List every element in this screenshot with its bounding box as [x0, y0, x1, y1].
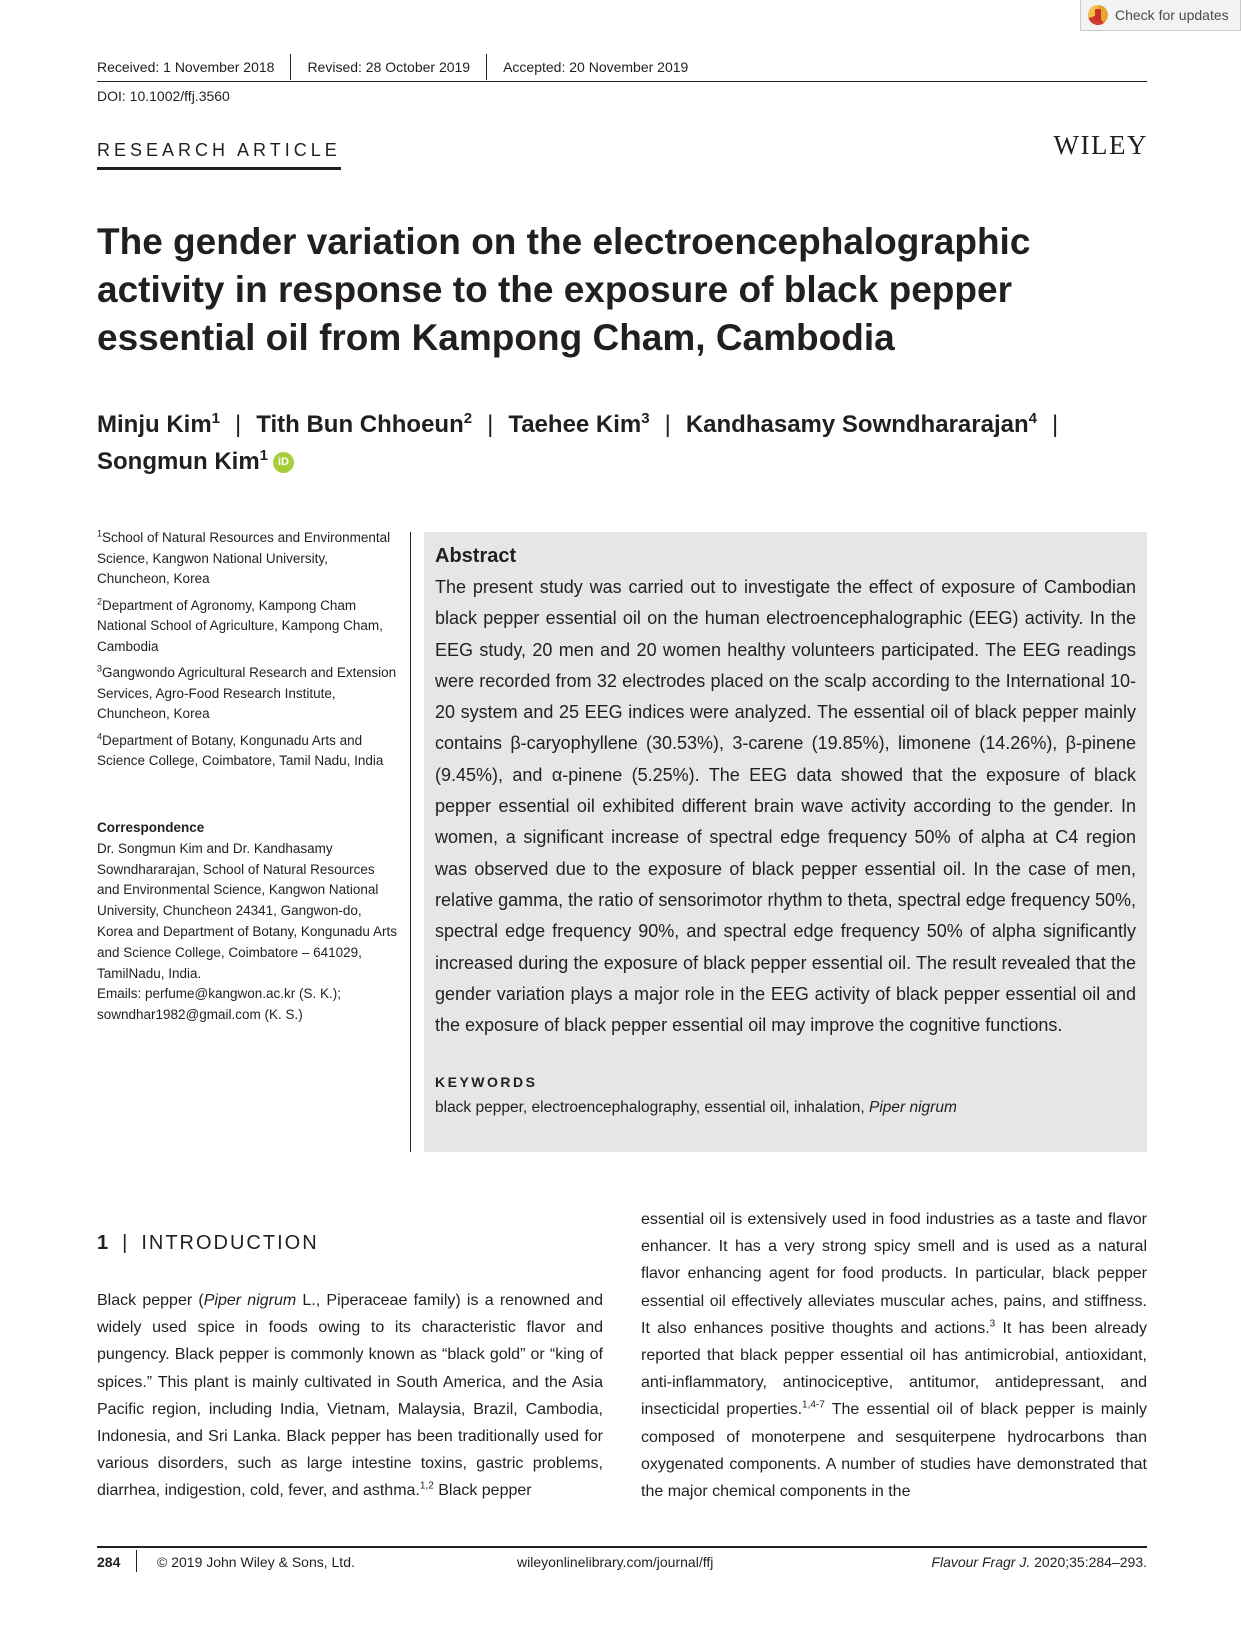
author-separator: |	[487, 411, 494, 438]
affiliation: $^4$Department of Botany, Kongunadu Arts and Science College, Coimbatore, Tamil Nadu, India	[97, 731, 384, 768]
affiliation: $^3$Gangwondo Agricultural Research and Extension Services, Agro-Food Research Institute, Chuncheon, Korea	[97, 663, 397, 721]
correspondence-body: Dr. Songmun Kim and Dr. Kandhasamy Sowndhararajan, School of Natural Resources and Environmental Science, Kangwon National University, Chuncheon 24341, Gangwon-do, Korea and Department of Botany, Kongunadu Arts and Science College, Coimbatore – 641029, TamilNadu, India.	[97, 840, 397, 981]
intro-text-right-column: essential oil is extensively used in food industries as a taste and flavor enhancer. It has a very strong spicy smell and is used as a natural flavor enhancing agent for food products. In particular, black pepper essential oil effectively alleviates muscular aches, pains, and stiffness. It also enhances positive thoughts and actions.$^3$ It has been already reported that black pepper essential oil has antimicrobial, antioxidant, anti-inflammatory, antinociceptive, antitumor, antidepressant, and insecticidal properties.$^{1,4-7}$ The essential oil of black pepper is mainly composed of monoterpene and sesquiterpene hydrocarbons than oxygenated components. A number of studies have demonstrated that the major chemical components in the	[641, 1211, 1147, 1501]
correspondence-heading: Correspondence	[97, 820, 205, 835]
footer-rule	[97, 1546, 1147, 1548]
citation-reference[interactable]: 1,4-7	[802, 1400, 825, 1412]
page-footer	[97, 1550, 1147, 1576]
correspondence	[97, 818, 397, 1026]
abstract-heading: Abstract	[435, 545, 517, 567]
accepted-date: Accepted: 20 November 2019	[486, 54, 704, 80]
citation-reference[interactable]: 1,2	[419, 1481, 434, 1493]
crossmark-icon	[1088, 5, 1108, 25]
journal-url[interactable]: wileyonlinelibrary.com/journal/ffj	[517, 1554, 714, 1570]
keywords: black pepper, electroencephalography, essential oil, inhalation, Piper nigrum	[435, 1099, 957, 1117]
article-history	[97, 52, 1147, 82]
author[interactable]: Kandhasamy Sowndhararajan$^4$	[685, 410, 1037, 438]
page-number: 284	[97, 1554, 121, 1570]
article-title: The gender variation on the electroencephalographic activity in response to the exposure of black pepper essential oil from Kampong Cham, Cambodia	[97, 221, 1031, 358]
publisher-logo: WILEY	[1053, 130, 1148, 160]
author-separator: |	[1051, 411, 1059, 438]
keywords-heading: KEYWORDS	[435, 1074, 538, 1091]
intro-text-left-column: Black pepper (Piper nigrum L., Piperaceae family) is a renowned and widely used spice in foods owing to its characteristic flavor and pungency. Black pepper is commonly known as “black gold” or “king of spices.” This plant is mainly cultivated in South America, and the Asia Pacific region, including India, Vietnam, Malaysia, Brazil, Cambodia, Indonesia, and Sri Lanka. Black pepper has been traditionally used for various disorders, such as large intestine toxins, gastric problems, diarrhea, indigestion, cold, fever, and asthma.$^{1,2}$ Black pepper	[97, 1292, 603, 1500]
affiliation: $^1$School of Natural Resources and Environmental Science, Kangwon National University, Chuncheon, Korea	[97, 528, 391, 586]
abstract-text: The present study was carried out to investigate the effect of exposure of Cambodian black pepper essential oil on the human electroencephalographic (EEG) activity. In the EEG study, 20 men and 20 women healthy volunteers participated. The EEG readings were recorded from 32 electrodes placed on the scalp according to the International 10-20 system and 25 EEG indices were analyzed. The essential oil of black pepper mainly contains β-caryophyllene (30.53%), 3-carene (19.85%), limonene (14.26%), β-pinene (9.45%), and α-pinene (5.25%). The EEG data showed that the exposure of black pepper essential oil exhibited different brain wave activity according to the gender. In women, a significant increase of spectral edge frequency 50% of alpha at C4 region was observed due to the exposure of black pepper essential oil. In the case of men, relative gamma, the ratio of sensorimotor rhythm to theta, spectral edge frequency 50%, spectral edge frequency 90%, and spectral edge frequency 50% of alpha significantly increased during the exposure of black pepper essential oil. The result revealed that the gender variation plays a major role in the EEG activity of black pepper essential oil and the exposure of black pepper essential oil may improve the cognitive functions.	[435, 577, 1136, 1036]
author-separator: |	[235, 411, 242, 438]
orcid-icon[interactable]: iD	[273, 452, 294, 473]
check-for-updates-badge[interactable]	[1080, 0, 1241, 31]
affiliations	[97, 528, 397, 778]
doi[interactable]: DOI: 10.1002/ffj.3560	[97, 88, 230, 104]
footer-separator	[136, 1550, 137, 1572]
affiliation: $^2$Department of Agronomy, Kampong Cham National School of Agriculture, Kampong Cham, Cambodia	[97, 596, 383, 654]
received-date: Received: 1 November 2018	[97, 58, 275, 75]
author[interactable]: Songmun Kim$^1$	[97, 447, 268, 475]
journal-citation: Flavour Fragr J. 2020;35:284–293.	[931, 1554, 1147, 1570]
citation-reference[interactable]: 3	[989, 1318, 996, 1330]
section-heading-introduction: 1 | INTRODUCTION	[97, 1232, 319, 1254]
copyright: © 2019 John Wiley & Sons, Ltd.	[157, 1554, 355, 1570]
check-for-updates-label: Check for updates	[1115, 7, 1229, 23]
correspondence-email[interactable]: sowndhar1982@gmail.com (K. S.)	[97, 1007, 303, 1023]
author-separator: |	[664, 411, 671, 438]
abstract-panel	[424, 532, 1147, 1152]
correspondence-email[interactable]: Emails: perfume@kangwon.ac.kr (S. K.);	[97, 986, 342, 1002]
author[interactable]: Taehee Kim$^3$	[508, 410, 650, 438]
author[interactable]: Tith Bun Chhoeun$^2$	[256, 410, 473, 438]
author-list	[97, 406, 1157, 480]
column-divider	[410, 532, 411, 1152]
author[interactable]: Minju Kim$^1$	[97, 410, 220, 438]
article-type: RESEARCH ARTICLE	[97, 140, 341, 170]
revised-date: Revised: 28 October 2019	[290, 54, 486, 80]
